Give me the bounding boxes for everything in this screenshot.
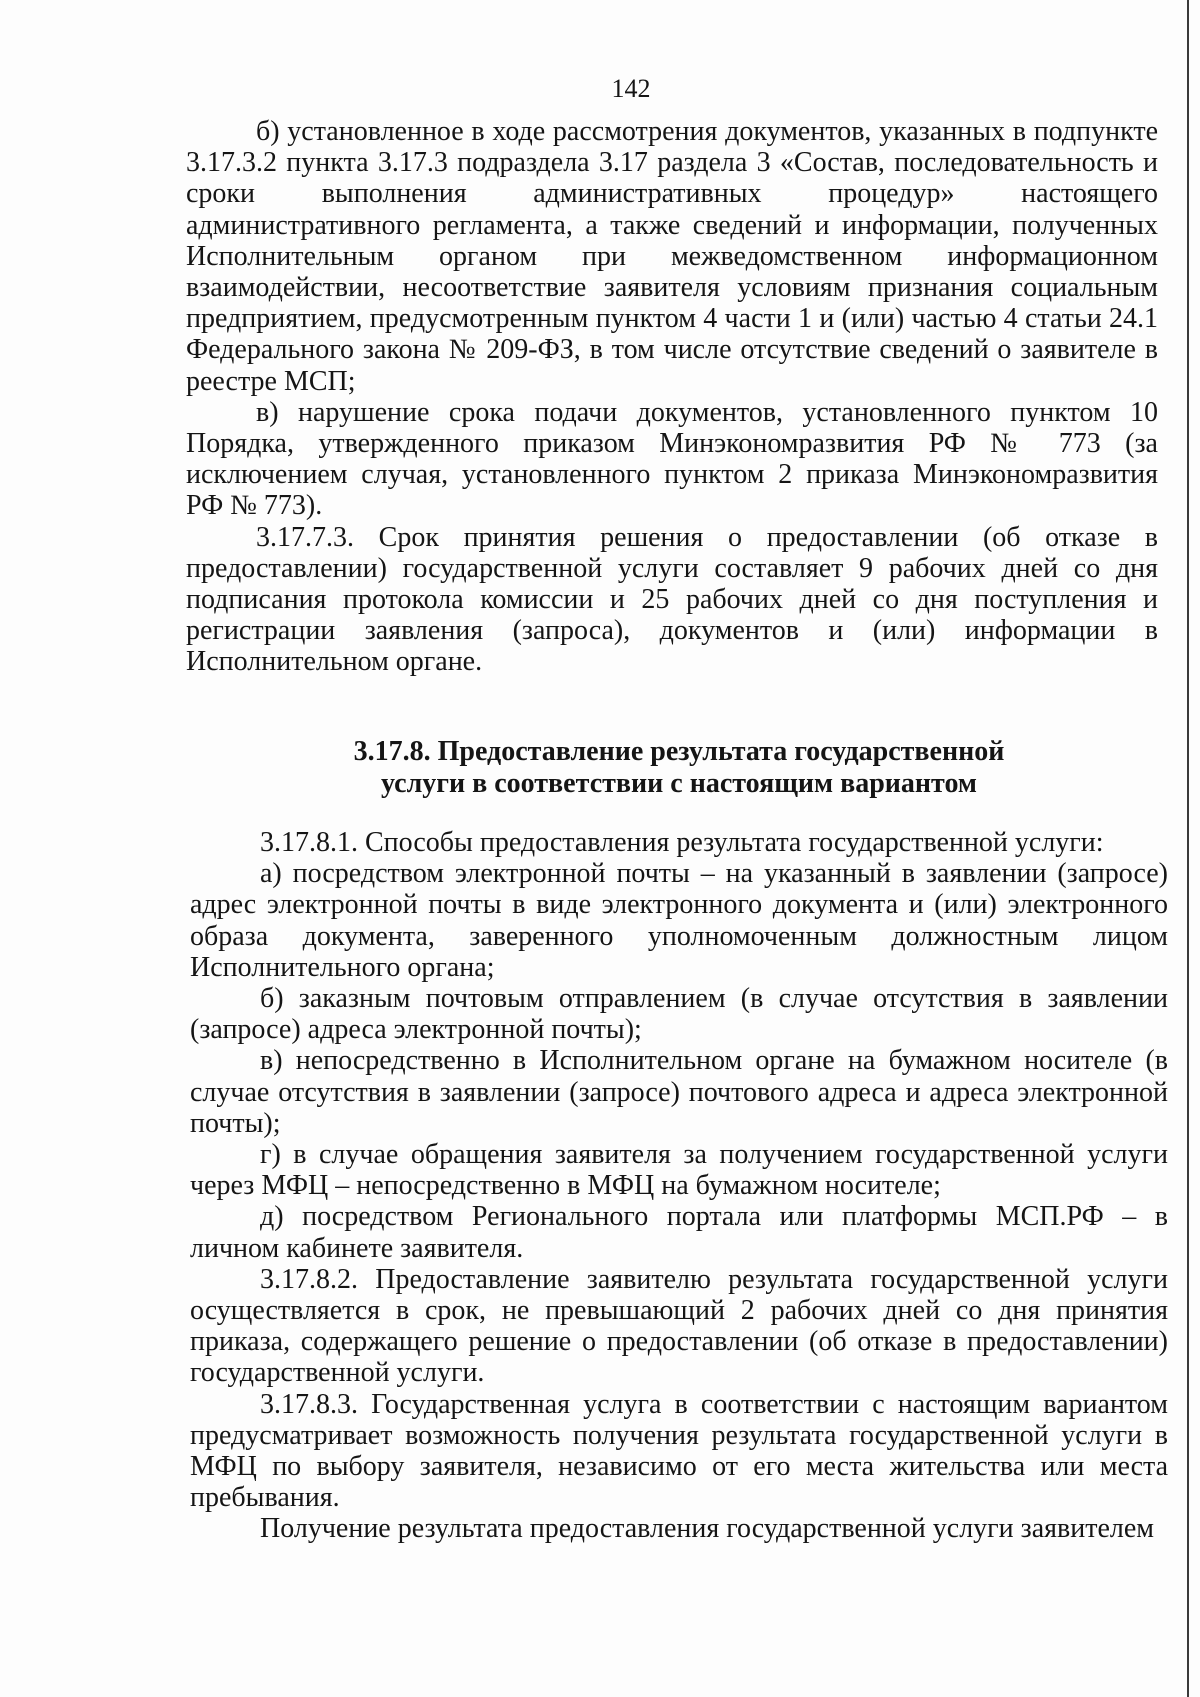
- section-heading-line-1: 3.17.8. Предоставление результата государственной: [353, 736, 1005, 767]
- section-heading-line-2: услуги в соответствии с настоящим вариантом: [381, 768, 977, 799]
- page-edge-line: [1187, 0, 1189, 1697]
- paragraph-method-d: д) посредством Регионального портала или платформы МСП.РФ – в личном кабинете заявителя.: [190, 1201, 1168, 1264]
- paragraph-refusal-b: б) установленное в ходе рассмотрения документов, указанных в подпункте 3.17.3.2 пункта 3.17.3 подраздела 3.17 раздела 3 «Состав, последовательность и сроки выполнения административных процедур» настоящего административного регламента, а также сведений и информации, полученных Исполнительным органом при межведомственном информационном взаимодействии, несоответствие заявителя условиям признания социальным предприятием, предусмотренным пунктом 4 части 1 и (или) частью 4 статьи 24.1 Федерального закона № 209-ФЗ, в том числе отсутствие сведений о заявителе в реестре МСП;: [186, 116, 1158, 397]
- paragraph-method-a: а) посредством электронной почты – на указанный в заявлении (запросе) адрес электронной почты в виде электронного документа и (или) электронного образа документа, заверенного уполномоченным должностным лицом Исполнительного органа;: [190, 858, 1168, 983]
- upper-text-block: [186, 116, 1158, 678]
- paragraph-method-v: в) непосредственно в Исполнительном органе на бумажном носителе (в случае отсутствия в заявлении (запросе) почтового адреса и адреса электронной почты);: [190, 1045, 1168, 1139]
- paragraph-3-17-8-3: 3.17.8.3. Государственная услуга в соответствии с настоящим вариантом предусматривает возможность получения результата государственной услуги в МФЦ по выбору заявителя, независимо от его места жительства или места пребывания.: [190, 1388, 1168, 1514]
- paragraph-result-receipt: Получение результата предоставления государственной услуги заявителем: [260, 1513, 1155, 1545]
- paragraph-3-17-7-3: 3.17.7.3. Срок принятия решения о предоставлении (об отказе в предоставлении) государственной услуги составляет 9 рабочих дней со дня подписания протокола комиссии и 25 рабочих дней со дня поступления и регистрации заявления (запроса), документов и (или) информации в Исполнительном органе.: [186, 521, 1158, 678]
- paragraph-3-17-8-2: 3.17.8.2. Предоставление заявителю результата государственной услуги осуществляется в срок, не превышающий 2 рабочих дней со дня принятия приказа, содержащего решение о предоставлении (об отказе в предоставлении) государственной услуги.: [190, 1263, 1168, 1389]
- section-heading: [190, 736, 1168, 800]
- page-number: 142: [611, 74, 651, 103]
- paragraph-refusal-v: в) нарушение срока подачи документов, установленного пунктом 10 Порядка, утвержденного приказом Минэкономразвития РФ № 773 (за исключением случая, установленного пунктом 2 приказа Минэкономразвития РФ № 773).: [186, 396, 1158, 522]
- lower-text-block: [190, 827, 1168, 1545]
- paragraph-3-17-8-1: 3.17.8.1. Способы предоставления результата государственной услуги:: [260, 827, 1104, 858]
- paragraph-method-g: г) в случае обращения заявителя за получением государственной услуги через МФЦ – непосредственно в МФЦ на бумажном носителе;: [190, 1139, 1168, 1202]
- paragraph-method-b: б) заказным почтовым отправлением (в случае отсутствия в заявлении (запросе) адреса электронной почты);: [190, 983, 1168, 1046]
